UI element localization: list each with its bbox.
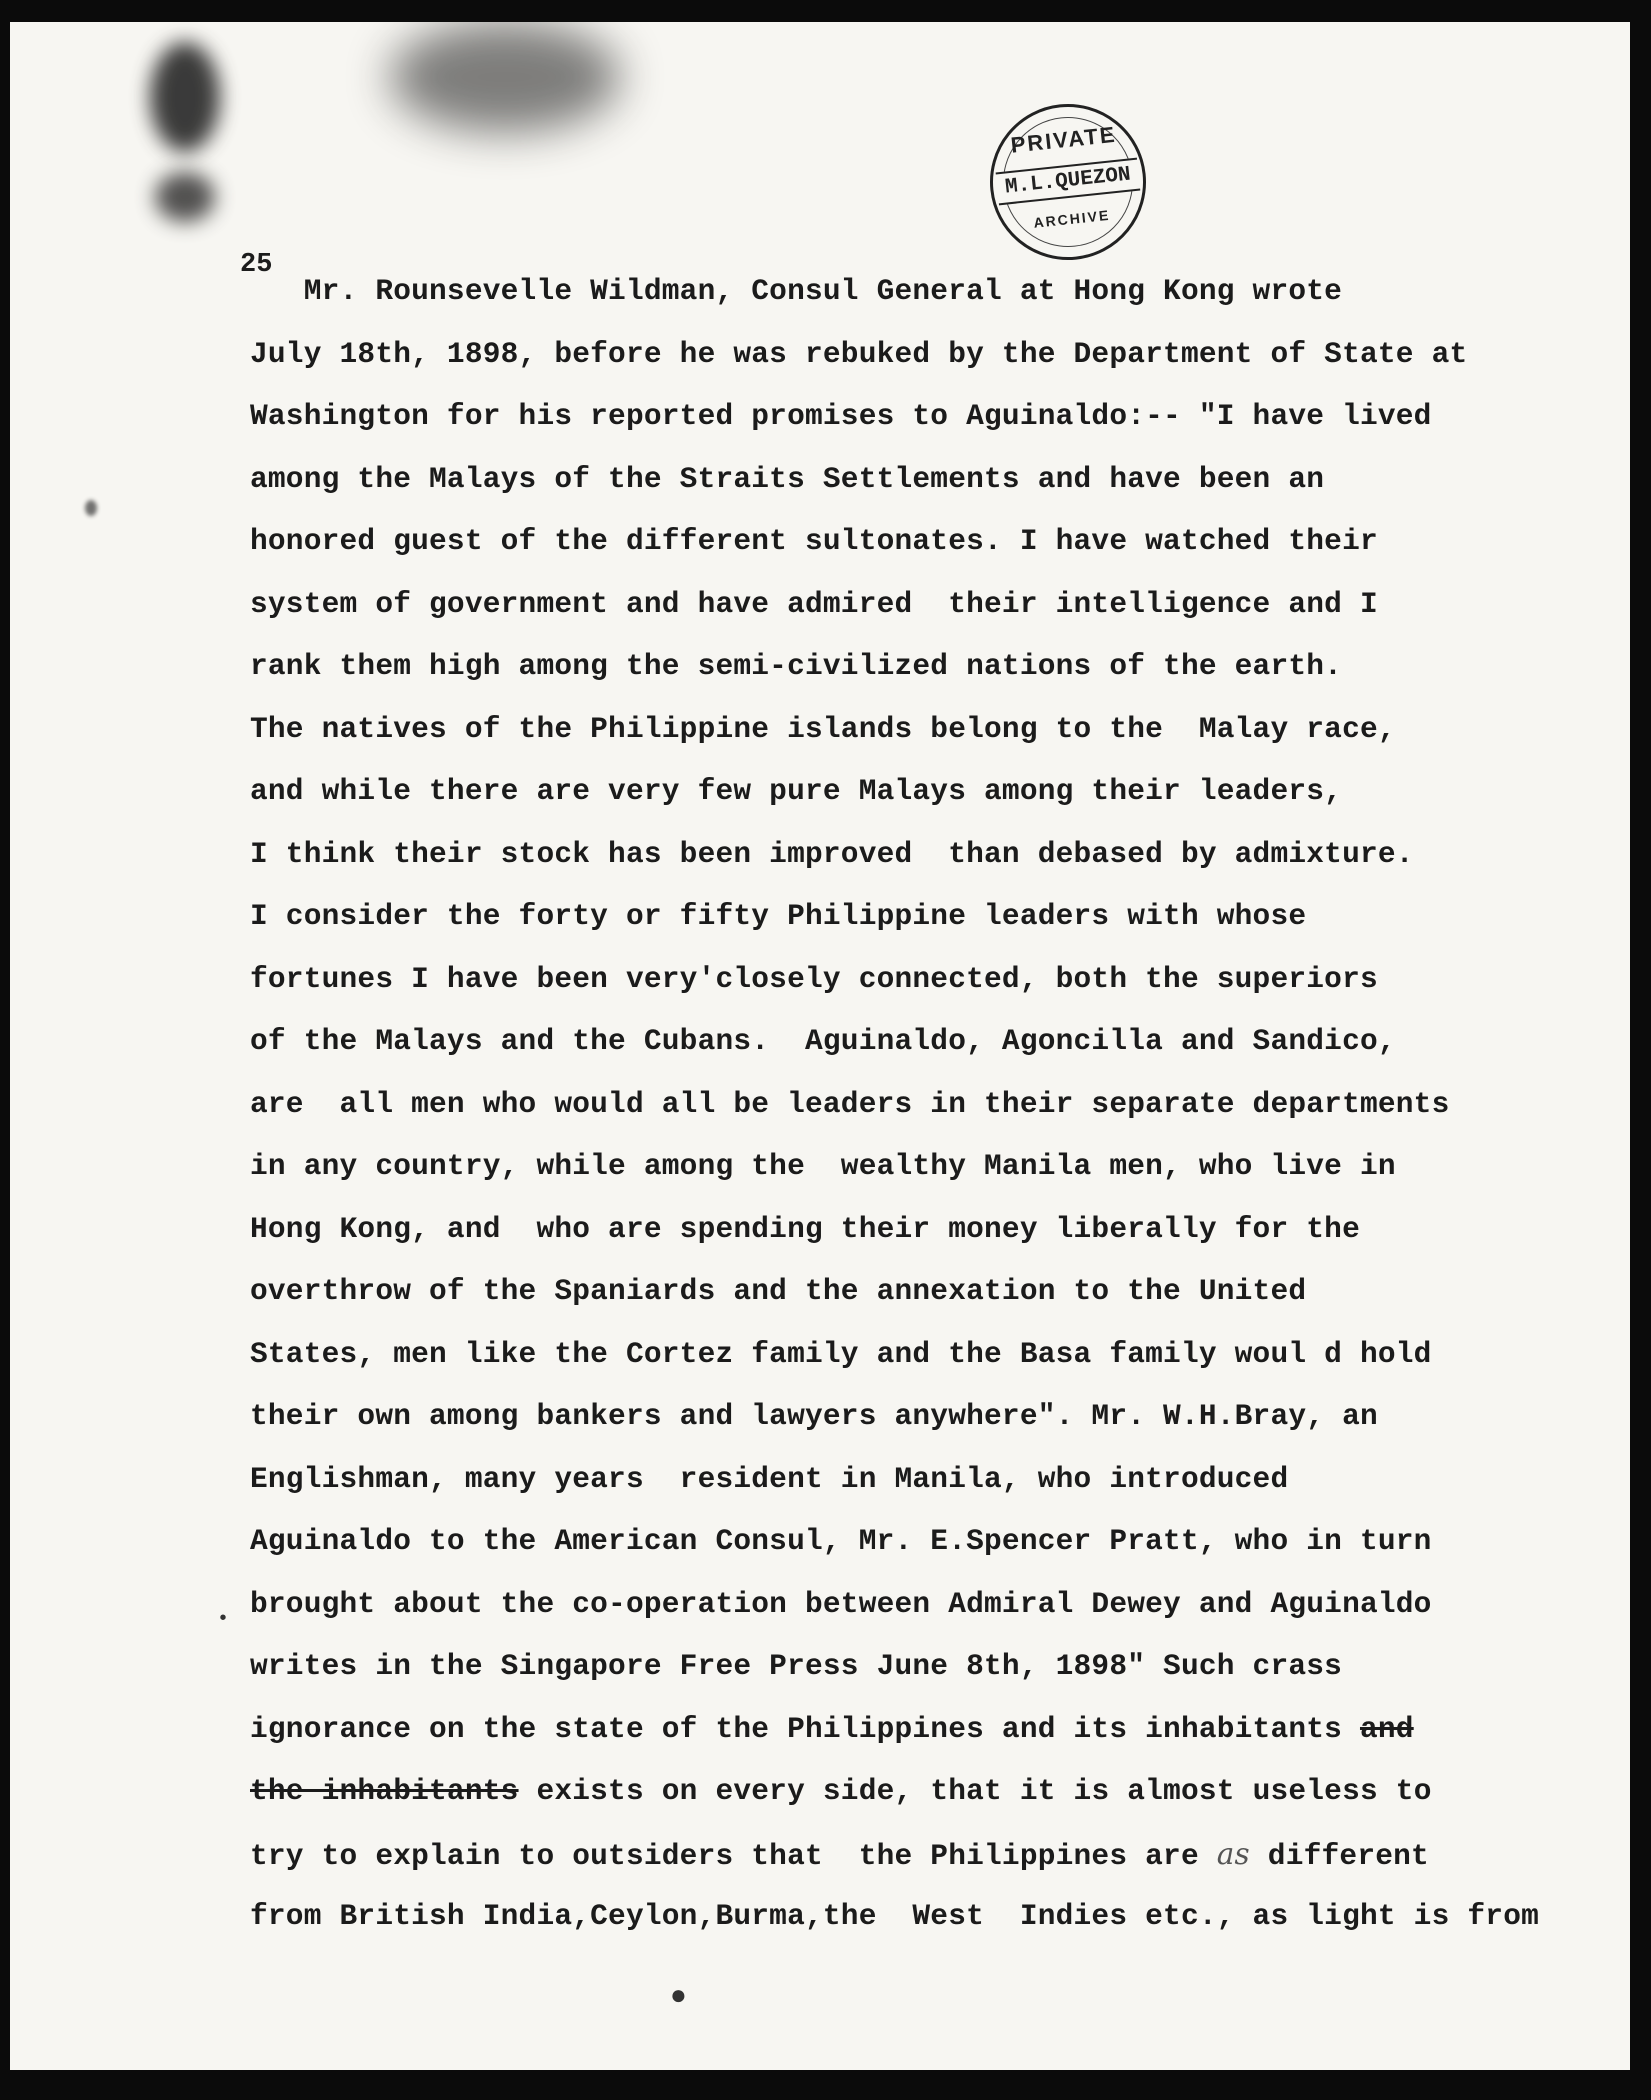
ink-spot	[85, 500, 97, 516]
handwritten-correction: as	[1216, 1836, 1250, 1871]
text-line: writes in the Singapore Free Press June 8th, 1898" Such crass	[250, 1649, 1343, 1683]
ink-smudge-small	[155, 172, 215, 222]
text-line: their own among bankers and lawyers anywhere". Mr. W.H.Bray, an	[250, 1399, 1378, 1433]
text-line: system of government and have admired their intelligence and I	[250, 586, 1378, 621]
stray-mark: •	[217, 1608, 230, 1631]
text-line: among the Malays of the Straits Settlements and have been an	[250, 461, 1325, 496]
text-line: try to explain to outsiders that the Philippines are as different	[250, 1836, 1429, 1873]
text-line: of the Malays and the Cubans. Aguinaldo, Agoncilla and Sandico,	[250, 1024, 1396, 1058]
text-line: the inhabitants exists on every side, that it is almost useless to	[250, 1774, 1432, 1808]
archive-stamp	[982, 96, 1153, 267]
stamp-middle-text: M.L.QUEZON	[996, 158, 1141, 206]
text-line: are all men who would all be leaders in their separate departments	[250, 1086, 1450, 1121]
document-page	[10, 22, 1630, 2070]
struck-through-text: the inhabitants	[250, 1774, 519, 1808]
text-line: rank them high among the semi-civilized nations of the earth.	[250, 649, 1343, 683]
stamp-bottom-text: ARCHIVE	[1032, 206, 1111, 231]
text-line: brought about the co-operation between Admiral Dewey and Aguinaldo	[250, 1586, 1432, 1621]
text-line: and while there are very few pure Malays among their leaders,	[250, 774, 1343, 808]
text-line: honored guest of the different sultonates. I have watched their	[250, 524, 1378, 558]
text-line: I consider the forty or fifty Philippine leaders with whose	[250, 899, 1307, 933]
text-line: July 18th, 1898, before he was rebuked by the Department of State at	[250, 336, 1468, 371]
ink-smudge-center	[390, 22, 620, 132]
text-line: in any country, while among the wealthy Manila men, who live in	[250, 1149, 1396, 1183]
text-line: fortunes I have been very'closely connected, both the superiors	[250, 961, 1378, 996]
text-line: overthrow of the Spaniards and the annexation to the United	[250, 1274, 1307, 1308]
ink-smudge-left	[150, 42, 220, 152]
typed-body-text	[250, 260, 1630, 1948]
text-line: Washington for his reported promises to Aguinaldo:-- "I have lived	[250, 399, 1432, 433]
stamp-top-text: PRIVATE	[1009, 121, 1118, 158]
page-number: 25	[240, 250, 273, 280]
text-line: ignorance on the state of the Philippines and its inhabitants and	[250, 1711, 1414, 1746]
text-line: Hong Kong, and who are spending their money liberally for the	[250, 1211, 1360, 1246]
text-line: from British India,Ceylon,Burma,the West Indies etc., as light is from	[250, 1899, 1540, 1933]
text-line: Aguinaldo to the American Consul, Mr. E.Spencer Pratt, who in turn	[250, 1524, 1432, 1558]
text-line: Mr. Rounsevelle Wildman, Consul General at Hong Kong wrote	[250, 274, 1343, 308]
text-line: I think their stock has been improved than debased by admixture.	[250, 836, 1414, 871]
text-line: Englishman, many years resident in Manila, who introduced	[250, 1461, 1289, 1496]
text-line: States, men like the Cortez family and the Basa family woul d hold	[250, 1336, 1432, 1371]
text-line: The natives of the Philippine islands belong to the Malay race,	[250, 711, 1396, 746]
stray-mark: ●	[670, 1982, 687, 2013]
struck-through-text: and	[1359, 1711, 1414, 1746]
